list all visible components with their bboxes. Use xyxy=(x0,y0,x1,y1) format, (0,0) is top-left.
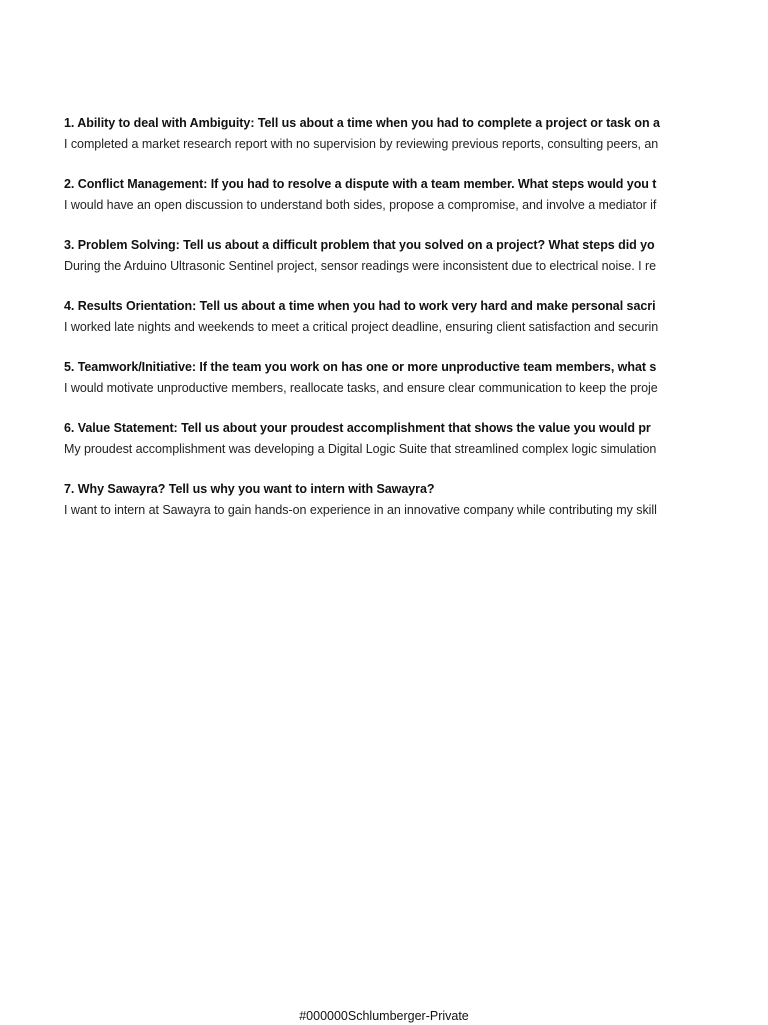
qa-item-4 xyxy=(64,296,668,357)
question-answer-list xyxy=(64,113,668,540)
question-3: 3. Problem Solving: Tell us about a difficult problem that you solved on a project? What steps did yo xyxy=(64,238,655,252)
qa-item-6 xyxy=(64,418,668,479)
answer-1: I completed a market research report with no supervision by reviewing previous reports, consulting peers, an xyxy=(64,137,659,151)
question-2: 2. Conflict Management: If you had to resolve a dispute with a team member. What steps would you t xyxy=(64,177,657,191)
question-1: 1. Ability to deal with Ambiguity: Tell us about a time when you had to complete a project or task on a xyxy=(64,116,660,130)
answer-3: During the Arduino Ultrasonic Sentinel project, sensor readings were inconsistent due to electrical noise. I re xyxy=(64,259,656,273)
qa-item-3 xyxy=(64,235,668,296)
answer-7: I want to intern at Sawayra to gain hands-on experience in an innovative company while contributing my skill xyxy=(64,503,657,517)
qa-item-7 xyxy=(64,479,668,540)
question-7: 7. Why Sawayra? Tell us why you want to intern with Sawayra? xyxy=(64,482,435,496)
question-5: 5. Teamwork/Initiative: If the team you work on has one or more unproductive team members, what s xyxy=(64,360,657,374)
answer-2: I would have an open discussion to understand both sides, propose a compromise, and involve a mediator if xyxy=(64,198,657,212)
answer-5: I would motivate unproductive members, reallocate tasks, and ensure clear communication to keep the proje xyxy=(64,381,658,395)
answer-4: I worked late nights and weekends to meet a critical project deadline, ensuring client satisfaction and securin xyxy=(64,320,659,334)
qa-item-5 xyxy=(64,357,668,418)
question-6: 6. Value Statement: Tell us about your proudest accomplishment that shows the value you would pr xyxy=(64,421,651,435)
answer-6: My proudest accomplishment was developing a Digital Logic Suite that streamlined complex logic simulation xyxy=(64,442,657,456)
qa-item-2 xyxy=(64,174,668,235)
classification-footer: #000000Schlumberger-Private xyxy=(299,1009,469,1023)
qa-item-1 xyxy=(64,113,668,174)
question-4: 4. Results Orientation: Tell us about a time when you had to work very hard and make personal sacri xyxy=(64,299,656,313)
